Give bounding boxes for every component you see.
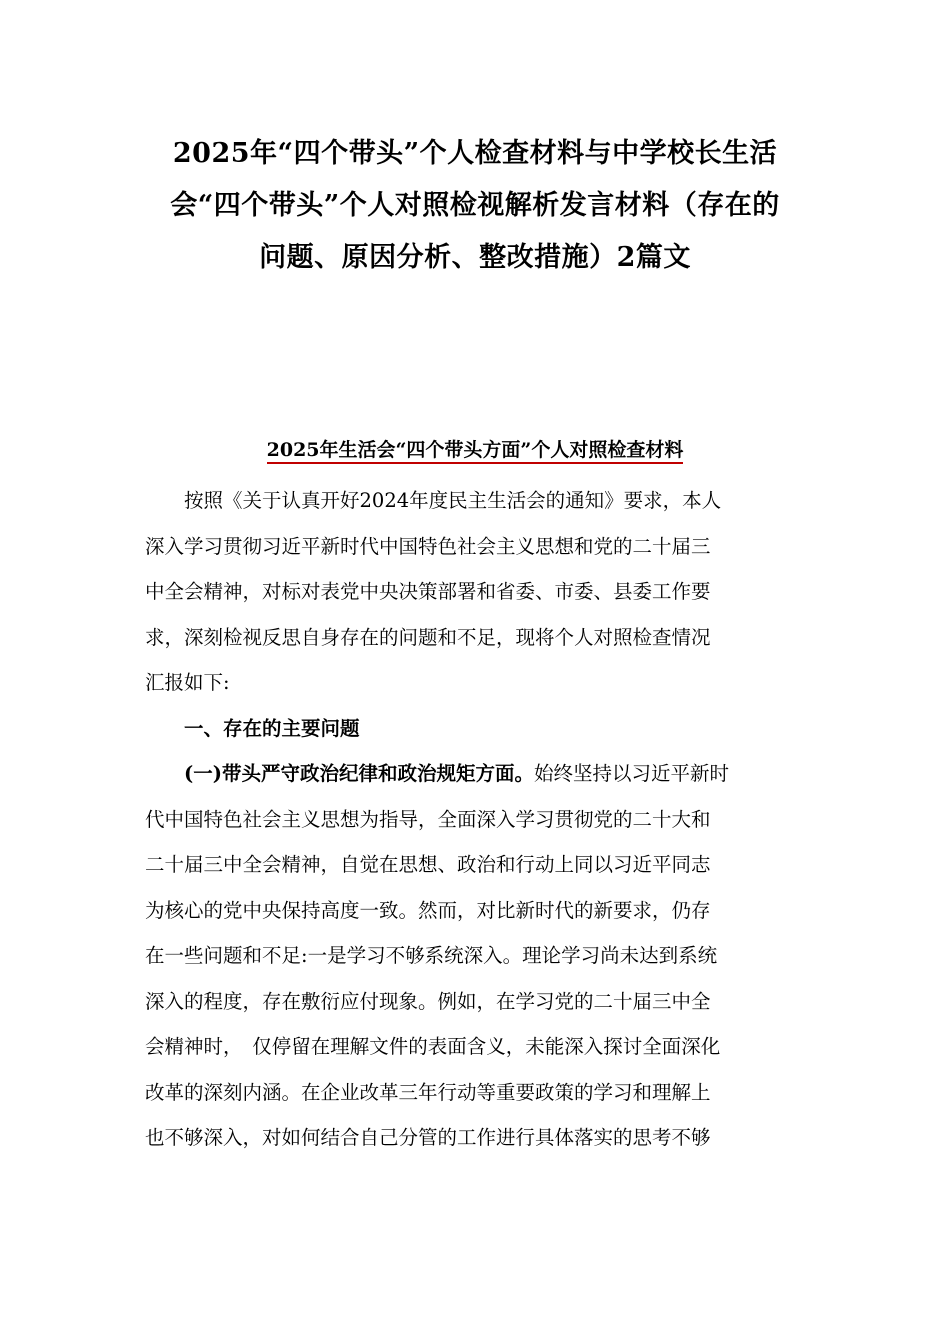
section-title	[145, 430, 805, 470]
paragraph-line: 会精神时， 仅停留在理解文件的表面含义，未能深入探讨全面深化	[145, 1035, 721, 1058]
title-line: 2025年“四个带头”个人检查材料与中学校长生活	[172, 138, 778, 169]
section-title-text: 2025年生活会“四个带头方面”个人对照检查材料	[267, 439, 684, 464]
paragraph-line: 为核心的党中央保持高度一致。然而，对比新时代的新要求，仍存	[145, 898, 711, 922]
paragraph-line: 求，深刻检视反思自身存在的问题和不足，现将个人对照检查情况	[145, 625, 711, 649]
sub-heading: (一)带头严守政治纪律和政治规矩方面。	[184, 762, 534, 785]
paragraph-line	[145, 751, 805, 797]
heading-level-1: 一、存在的主要问题	[184, 716, 360, 740]
paragraph-line: 汇报如下:	[145, 671, 230, 694]
paragraph-line: 按照《关于认真开好2024年度民主生活会的通知》要求，本人	[184, 489, 722, 512]
paragraph-line: 也不够深入，对如何结合自己分管的工作进行具体落实的思考不够	[145, 1126, 711, 1149]
paragraph-line: 二十届三中全会精神，自觉在思想、政治和行动上同以习近平同志	[145, 853, 711, 876]
document-title	[130, 128, 820, 284]
paragraph-line: 深入的程度，存在敷衍应付现象。例如，在学习党的二十届三中全	[145, 989, 711, 1013]
title-line: 会“四个带头”个人对照检视解析发言材料（存在的	[170, 190, 780, 221]
paragraph-line: 中全会精神，对标对表党中央决策部署和省委、市委、县委工作要	[145, 580, 711, 603]
title-line: 问题、原因分析、整改措施）2篇文	[259, 242, 691, 273]
paragraph-line: 改革的深刻内涵。在企业改革三年行动等重要政策的学习和理解上	[145, 1080, 711, 1104]
paragraph-line: 在一些问题和不足:一是学习不够系统深入。理论学习尚未达到系统	[145, 944, 718, 967]
paragraph-line: 代中国特色社会主义思想为指导，全面深入学习贯彻党的二十大和	[145, 807, 711, 831]
body-text	[145, 478, 805, 1161]
paragraph-line: 深入学习贯彻习近平新时代中国特色社会主义思想和党的二十届三	[145, 534, 711, 558]
paragraph-text: 始终坚持以习近平新时	[533, 762, 729, 785]
